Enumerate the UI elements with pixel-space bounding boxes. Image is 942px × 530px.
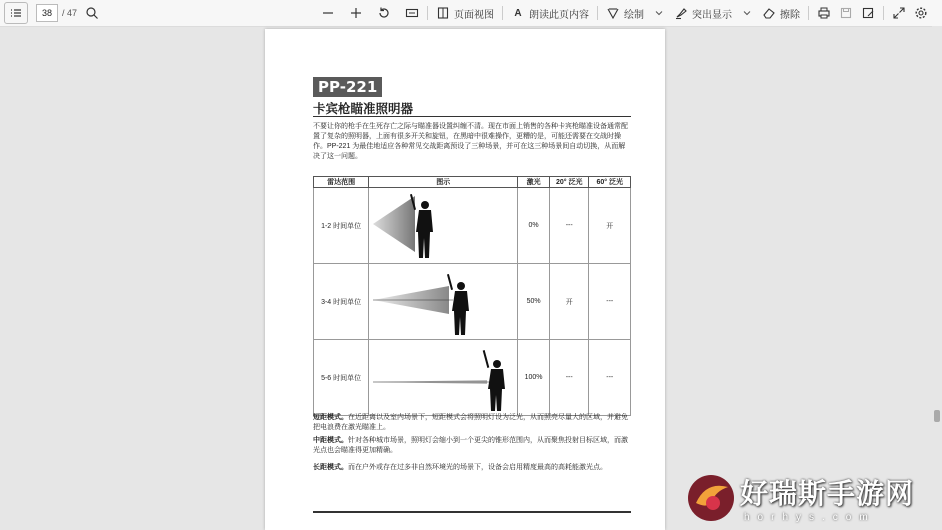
fit-width-icon xyxy=(405,6,419,20)
toolbar-divider xyxy=(808,6,809,20)
page-title: 卡宾枪瞄准照明器 xyxy=(313,102,414,116)
table-header-row xyxy=(314,177,631,188)
header-flood-60: 60° 泛光 xyxy=(589,177,631,188)
read-aloud-button[interactable] xyxy=(507,3,593,23)
print-icon xyxy=(817,6,831,20)
page-total: / 47 xyxy=(62,8,78,18)
mode-name: 长距模式。 xyxy=(313,464,348,471)
mode-paragraph xyxy=(313,413,631,432)
mode-paragraph xyxy=(313,463,631,473)
scrollbar-thumb[interactable] xyxy=(934,410,940,422)
eraser-icon xyxy=(762,6,776,20)
illustration-cell xyxy=(369,188,518,264)
fit-page-button[interactable] xyxy=(401,3,423,23)
page-number-input[interactable]: 38 xyxy=(36,4,58,22)
draw-dropdown[interactable] xyxy=(648,3,670,23)
watermark-logo-icon xyxy=(686,473,736,523)
chevron-down-icon xyxy=(740,6,754,20)
page-view-label: 页面视图 xyxy=(454,9,494,21)
flood-20-cell: 开 xyxy=(549,264,589,340)
rotate-button[interactable] xyxy=(373,3,395,23)
toolbar-divider xyxy=(597,6,598,20)
erase-label: 擦除 xyxy=(780,9,800,21)
plus-icon xyxy=(349,6,363,20)
search-icon xyxy=(85,6,99,20)
range-cell: 5-6 时间单位 xyxy=(314,340,369,416)
laser-illustration xyxy=(369,340,517,413)
watermark-title: 好瑞斯手游网 xyxy=(740,477,915,510)
mode-text: 针对各种城市场景，照明灯会缩小到一个更尖的锥形范围内，从而聚焦投射目标区域，而激光点也会瞄准得更加精确。 xyxy=(313,437,628,454)
flood-60-cell: --- xyxy=(589,264,631,340)
draw-label: 绘制 xyxy=(624,9,644,21)
laser-cell: 100% xyxy=(518,340,550,416)
minus-icon xyxy=(321,6,335,20)
range-cell: 3-4 时间单位 xyxy=(314,264,369,340)
chevron-down-icon xyxy=(652,6,666,20)
print-button[interactable] xyxy=(813,3,835,23)
mode-descriptions xyxy=(313,413,631,477)
fullscreen-button[interactable] xyxy=(888,3,910,23)
save-as-button[interactable] xyxy=(857,3,879,23)
read-aloud-icon: A xyxy=(514,7,522,19)
wide-flood-illustration xyxy=(369,188,517,261)
range-cell: 1-2 时间单位 xyxy=(314,188,369,264)
save-icon xyxy=(839,6,853,20)
settings-button[interactable] xyxy=(910,3,932,23)
save-as-icon xyxy=(861,6,875,20)
laser-cell: 50% xyxy=(518,264,550,340)
flood-60-cell: 开 xyxy=(589,188,631,264)
toolbar-divider xyxy=(502,6,503,20)
rotate-icon xyxy=(377,6,391,20)
erase-button[interactable] xyxy=(758,3,804,23)
toc-button[interactable] xyxy=(4,2,28,24)
highlight-dropdown[interactable] xyxy=(736,3,758,23)
page-view-button[interactable] xyxy=(432,3,498,23)
toolbar xyxy=(0,0,942,27)
zoom-in-button[interactable] xyxy=(345,3,367,23)
document-page xyxy=(265,29,665,530)
table-row xyxy=(314,188,631,264)
illustration-cell xyxy=(369,340,518,416)
search-button[interactable] xyxy=(81,3,103,23)
pen-icon xyxy=(606,6,620,20)
toolbar-divider xyxy=(883,6,884,20)
draw-button[interactable] xyxy=(602,3,648,23)
range-table xyxy=(313,176,631,416)
highlight-label: 突出显示 xyxy=(692,9,732,21)
watermark-url: horhys.com xyxy=(744,512,876,523)
gear-icon xyxy=(914,6,928,20)
list-icon xyxy=(9,6,23,20)
save-button[interactable] xyxy=(835,3,857,23)
read-aloud-label: 朗读此页内容 xyxy=(529,9,589,21)
intro-paragraph: 不要让你的枪手在生死存亡之际与瞄准器设置纠缠不清。现在市面上销售的各种卡宾枪瞄准设备通常配置了复杂的照明器，上面有很多开关和旋钮，在黑暗中很难操作，更糟的是，可能还需要在交战时操作。PP-221 为最佳地适应各种常见交战距离预设了三种场景，并可在这三种场景间自动切换，从而解决了这一问题。 xyxy=(313,123,628,160)
flood-20-cell: --- xyxy=(549,188,589,264)
table-row xyxy=(314,264,631,340)
illustration-cell xyxy=(369,264,518,340)
mode-paragraph xyxy=(313,436,631,455)
mode-text: 在近距离以及室内场景下，短距模式会将照明灯设为泛光，从而照亮尽量大的区域，并避免把电浪费在激光瞄准上。 xyxy=(313,414,628,431)
zoom-out-button[interactable] xyxy=(317,3,339,23)
soldier-silhouette xyxy=(447,274,469,335)
watermark xyxy=(686,472,914,523)
mode-name: 短距模式。 xyxy=(313,414,348,421)
table-row xyxy=(314,340,631,416)
header-laser: 激光 xyxy=(518,177,550,188)
header-range: 雷达范围 xyxy=(314,177,369,188)
laser-cell: 0% xyxy=(518,188,550,264)
header-flood-20: 20° 泛光 xyxy=(549,177,589,188)
mode-text: 而在户外或存在过多非自然环境光的场景下，设备会启用精度最高的高耗能激光点。 xyxy=(348,464,607,471)
toolbar-divider xyxy=(427,6,428,20)
flood-60-cell: --- xyxy=(589,340,631,416)
expand-icon xyxy=(892,6,906,20)
highlight-button[interactable] xyxy=(670,3,736,23)
page-view-icon xyxy=(436,6,450,20)
vertical-scrollbar[interactable] xyxy=(932,26,942,530)
title-divider xyxy=(313,116,631,117)
highlighter-icon xyxy=(674,6,688,20)
footer-divider xyxy=(313,511,631,513)
flood-20-cell: --- xyxy=(549,340,589,416)
mode-name: 中距模式。 xyxy=(313,437,348,444)
header-illustration: 图示 xyxy=(369,177,518,188)
model-badge: PP-221 xyxy=(313,77,382,97)
watermark-text xyxy=(740,472,914,523)
narrow-flood-illustration xyxy=(369,264,517,337)
